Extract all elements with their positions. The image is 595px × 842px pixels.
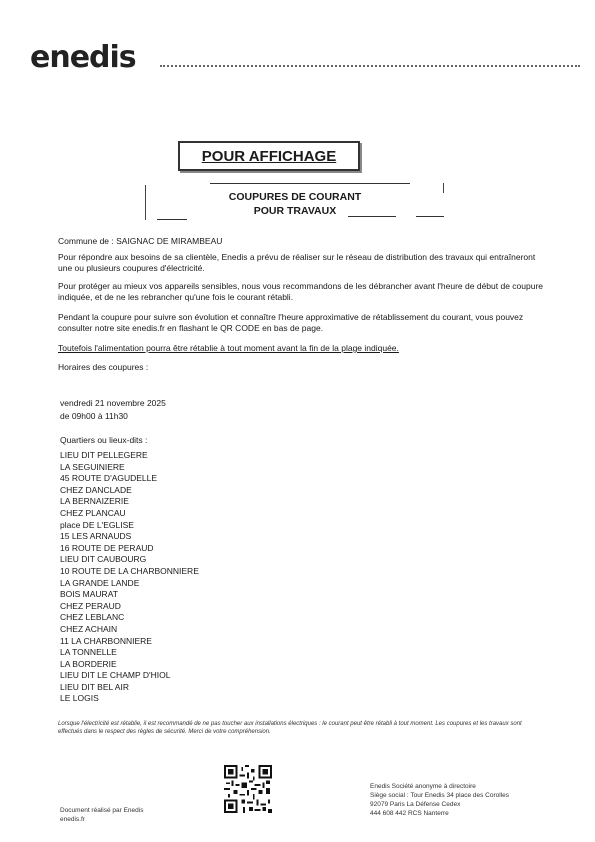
- list-item: LA BORDERIE: [60, 658, 117, 669]
- legal-footer: [370, 782, 540, 818]
- list-item: 16 ROUTE DE PERAUD: [60, 542, 154, 553]
- list-item: 10 ROUTE DE LA CHARBONNIERE: [60, 565, 199, 576]
- advice-paragraph: Pour protéger au mieux vos appareils sensibles, nous vous recommandons de les débrancher avant l'heure de début de coupure indiquée, et de ne les rebrancher qu'une fois le courant rétabli.: [58, 281, 544, 302]
- qr-code-icon[interactable]: [224, 765, 272, 813]
- ref-line: enedis.fr: [60, 816, 85, 823]
- list-item: LA SEGUINIERE: [60, 461, 125, 472]
- list-item: LA GRANDE LANDE: [60, 577, 140, 588]
- title-rule: [157, 219, 187, 220]
- affichage-banner: [178, 141, 360, 171]
- document-reference: [60, 806, 143, 824]
- quartiers-list: [60, 450, 199, 705]
- list-item: CHEZ PLANCAU: [60, 507, 126, 518]
- outage-date: vendredi 21 novembre 2025: [60, 398, 166, 408]
- title-line-1: COUPURES DE COURANT: [228, 191, 362, 203]
- page-title: [180, 190, 410, 218]
- list-item: LIEU DIT PELLEGERE: [60, 450, 148, 460]
- quartiers-title: Quartiers ou lieux-dits :: [60, 435, 148, 445]
- title-bracket-left: [145, 185, 146, 220]
- list-item: 15 LES ARNAUDS: [60, 531, 132, 542]
- list-item: CHEZ ACHAIN: [60, 623, 118, 634]
- list-item: LE LOGIS: [60, 693, 99, 704]
- list-item: LIEU DIT LE CHAMP D'HIOL: [60, 670, 171, 681]
- restore-notice: Toutefois l'alimentation pourra être rétablie à tout moment avant la fin de la plage indiquée.: [58, 343, 399, 353]
- affichage-label: POUR AFFICHAGE: [201, 147, 337, 165]
- list-item: BOIS MAURAT: [60, 589, 118, 600]
- legal-line: Siège social : Tour Enedis 34 place des Corolles: [370, 792, 509, 799]
- list-item: place DE L'EGLISE: [60, 519, 134, 530]
- list-item: CHEZ LEBLANC: [60, 612, 125, 623]
- intro-paragraph: Pour répondre aux besoins de sa clientèle, Enedis a prévu de réaliser sur le réseau de distribution des travaux qui entraîneront une ou plusieurs coupures d'électricité.: [58, 252, 536, 273]
- qr-paragraph: Pendant la coupure pour suivre son évolution et connaître l'heure approximative de rétablissement du courant, vous pouvez consulter notre site enedis.fr en flashant le QR CODE en bas de page.: [58, 312, 524, 333]
- list-item: CHEZ DANCLADE: [60, 484, 132, 495]
- legal-line: 444 608 442 RCS Nanterre: [370, 810, 449, 817]
- schedule-heading: Horaires des coupures :: [58, 362, 149, 372]
- footnote: Lorsque l'électricité est rétablie, il est recommandé de ne pas toucher aux installations électriques : le courant peut être rétabli à tout moment. Les coupures et les travaux sont effectués dans le respect des règles de sécurité. Merci de votre compréhension.: [58, 721, 522, 735]
- list-item: LA TONNELLE: [60, 647, 117, 658]
- title-line-2: POUR TRAVAUX: [253, 205, 337, 217]
- enedis-logo: enedis: [30, 40, 136, 75]
- list-item: 45 ROUTE D'AGUDELLE: [60, 473, 158, 484]
- list-item: LIEU DIT CAUBOURG: [60, 554, 147, 565]
- outage-hours: de 09h00 à 11h30: [60, 411, 128, 421]
- ref-line: Document réalisé par Enedis: [60, 807, 144, 814]
- title-rule: [210, 183, 410, 184]
- list-item: CHEZ PERAUD: [60, 600, 121, 611]
- commune-line: Commune de : SAIGNAC DE MIRAMBEAU: [58, 236, 223, 246]
- title-bracket-right: [443, 183, 444, 193]
- title-rule: [416, 216, 444, 217]
- header-divider: [160, 65, 580, 67]
- list-item: 11 LA CHARBONNIERE: [60, 635, 152, 646]
- list-item: LA BERNAIZERIE: [60, 496, 129, 507]
- legal-line: 92079 Paris La Défense Cedex: [370, 801, 461, 808]
- list-item: LIEU DIT BEL AIR: [60, 681, 129, 692]
- legal-line: Enedis Société anonyme à directoire: [370, 783, 476, 790]
